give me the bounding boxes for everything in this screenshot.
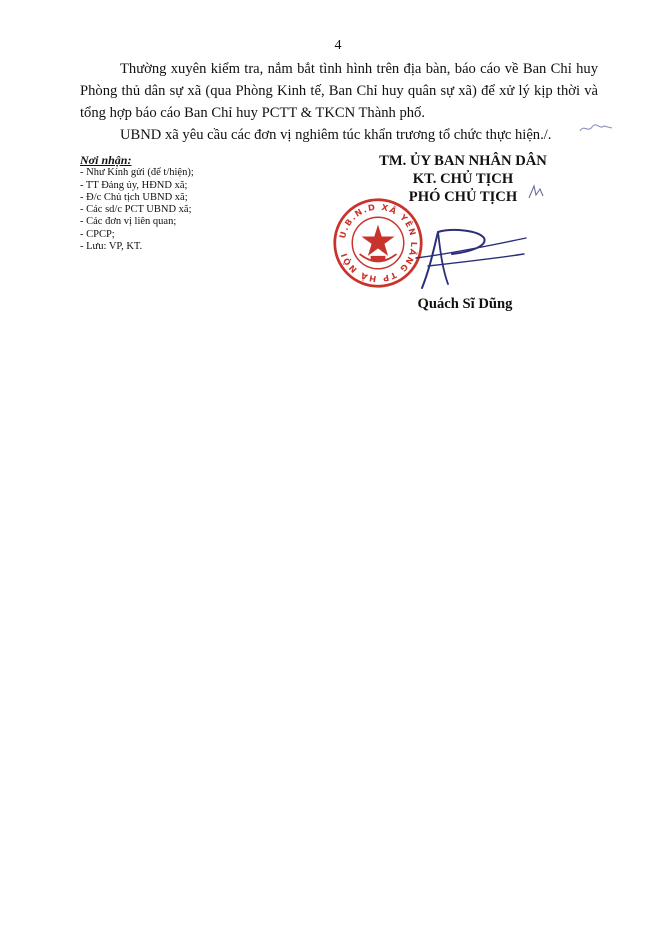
paragraph-reporting: Thường xuyên kiểm tra, nắm bắt tình hình trên địa bàn, báo cáo về Ban Chỉ huy Phòng thủ dân sự xã (qua Phòng Kinh tế, Ban Chỉ huy quân sự xã) để xử lý kịp thời và tổng hợp báo cáo Ban Chỉ huy PCTT & TKCN Thành phố.: [80, 61, 598, 121]
recipients-list: [80, 167, 320, 253]
paragraph-closing: UBND xã yêu cầu các đơn vị nghiêm túc khẩn trương tổ chức thực hiện./.: [120, 127, 552, 143]
recipient-item: - Các sd/c PCT UBND xã;: [80, 204, 192, 216]
recipient-item: - Đ/c Chủ tịch UBND xã;: [80, 191, 188, 203]
signature-title: PHÓ CHỦ TỊCH: [408, 189, 518, 205]
signer-name: Quách Sĩ Dũng: [417, 296, 513, 312]
seal-text: U.B.N.D XÃ YÊN LÃNG TP HÀ NỘI: [337, 201, 420, 285]
recipient-item: - Lưu: VP, KT.: [80, 241, 143, 253]
signature-org: TM. ỦY BAN NHÂN DÂN: [379, 153, 547, 169]
recipient-item: - TT Đảng ủy, HĐND xã;: [80, 179, 188, 191]
handwritten-signature-icon: [408, 218, 533, 298]
initial-mark-icon: [578, 120, 614, 136]
recipient-item: - Các đơn vị liên quan;: [80, 216, 177, 228]
page-number: 4: [334, 38, 342, 53]
body-text: [80, 58, 598, 146]
initial-mark-icon: [526, 183, 546, 201]
recipient-item: - Như Kính gửi (để t/hiện);: [80, 167, 194, 179]
recipients-title: Nơi nhận:: [80, 153, 132, 167]
recipients-block: [80, 154, 320, 253]
recipient-item: - CPCP;: [80, 228, 115, 240]
signature-authority: KT. CHỦ TỊCH: [412, 171, 514, 187]
